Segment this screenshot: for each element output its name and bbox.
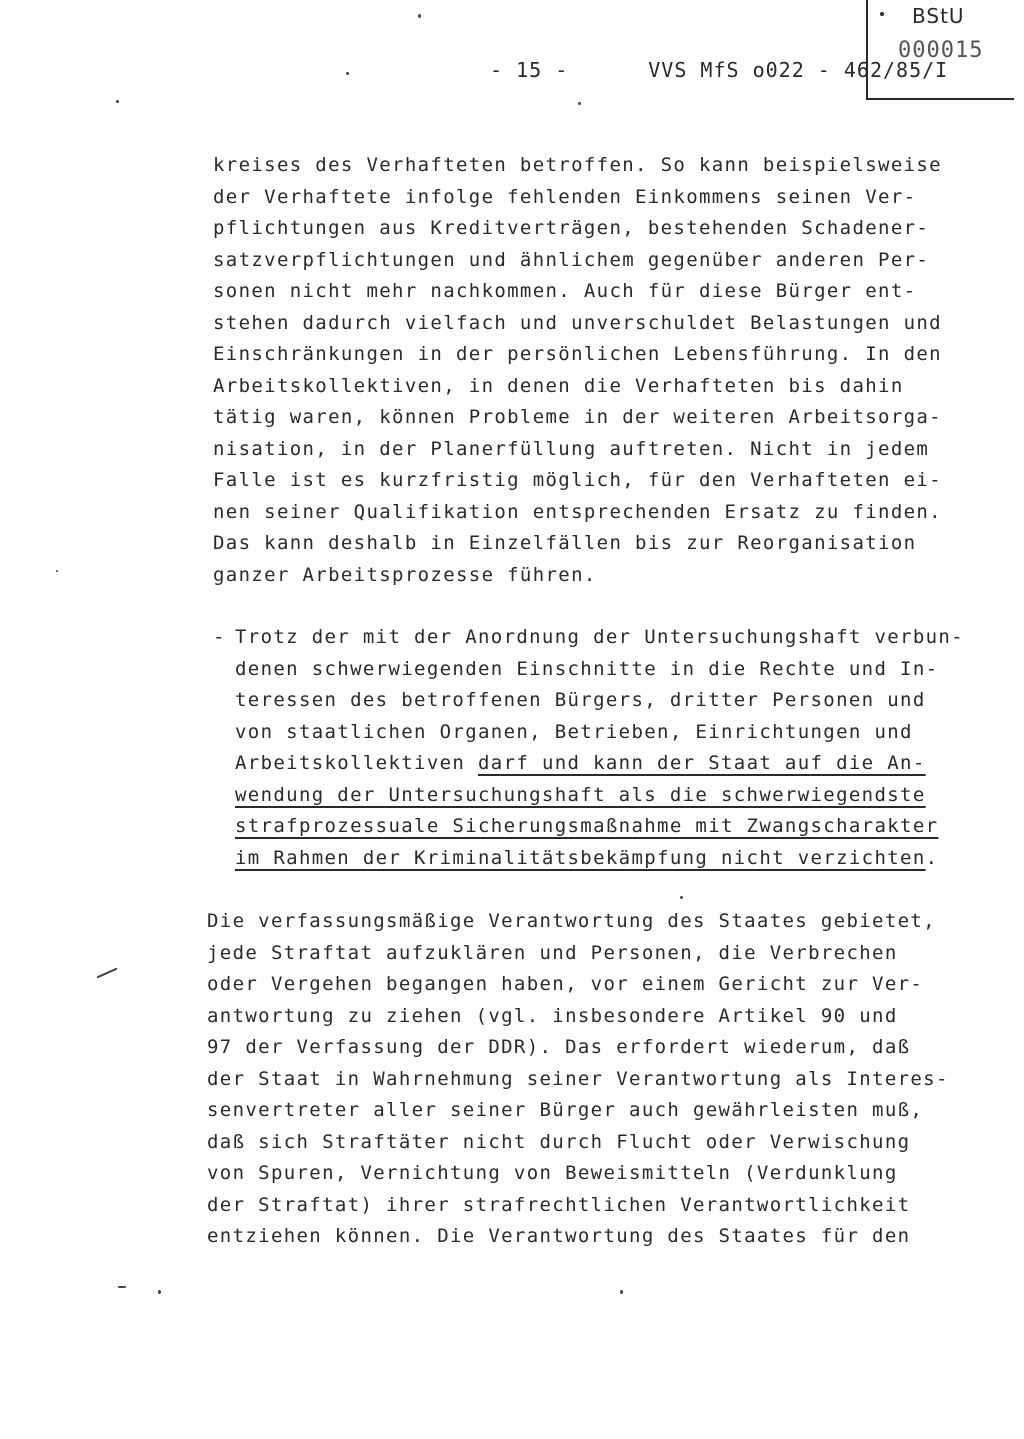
page-number: - 15 - — [490, 58, 569, 82]
text-line — [235, 748, 964, 780]
document-reference: VVS MfS o022 - 462/85/I — [648, 58, 949, 82]
period: . — [925, 846, 939, 869]
text-line: Das kann deshalb in Einzelfällen bis zur Reorganisation — [213, 532, 917, 554]
text-line: Falle ist es kurzfristig möglich, für den Verhafteten ei- — [213, 469, 942, 491]
text-line-plain: Arbeitskollektiven — [235, 752, 478, 774]
text-line: satzverpflichtungen und ähnlichem gegenüber anderen Per- — [213, 248, 930, 271]
text-line: jede Straftat aufzuklären und Personen, die Verbrechen — [207, 941, 898, 964]
text-line: Einschränkungen in der persönlichen Lebensführung. In den — [213, 343, 942, 365]
text-line: Die verfassungsmäßige Verantwortung des Staates gebietet, — [207, 910, 936, 932]
text-line: der Straftat) ihrer strafrechtlichen Verantwortlichkeit — [207, 1193, 911, 1216]
underlined-text: darf und kann der Staat auf die An- — [478, 752, 926, 774]
text-line: kreises des Verhafteten betroffen. So kann beispielsweise — [213, 154, 942, 176]
text-line: sonen nicht mehr nachkommen. Auch für diese Bürger ent- — [213, 280, 917, 302]
underlined-text: wendung der Untersuchungshaft als die schwerwiegendste — [235, 783, 926, 806]
underlined-text: im Rahmen der Kriminalitätsbekämpfung nicht verzichten — [235, 846, 926, 869]
text-line — [235, 780, 964, 812]
text-line: Arbeitskollektiven, in denen die Verhafteten bis dahin — [213, 374, 904, 397]
text-line: von Spuren, Vernichtung von Beweismitteln (Verdunklung — [207, 1162, 898, 1184]
paragraph-1 — [213, 150, 942, 591]
paragraph-2 — [207, 906, 949, 1253]
text-line: ganzer Arbeitsprozesse führen. — [213, 563, 597, 586]
text-line: tätig waren, können Probleme in der weiteren Arbeitsorga- — [213, 406, 942, 428]
scan-speck — [680, 896, 683, 899]
scan-speck — [56, 570, 58, 572]
archive-stamp — [866, 0, 1014, 100]
stamp-label: BStU — [912, 4, 965, 28]
text-line: oder Vergehen begangen haben, vor einem Gericht zur Ver- — [207, 973, 924, 995]
scan-speck — [620, 1290, 623, 1294]
scan-speck — [158, 1290, 161, 1294]
text-line — [235, 843, 964, 875]
text-line: stehen dadurch vielfach und unverschuldet Belastungen und — [213, 311, 942, 334]
scan-speck — [578, 102, 581, 105]
bullet-item — [213, 622, 964, 874]
stamp-dot — [880, 12, 884, 16]
stamp-number: 000015 — [898, 38, 984, 63]
text-line: Trotz der mit der Anordnung der Untersuchungshaft verbun- — [235, 626, 964, 648]
text-line: von staatlichen Organen, Betrieben, Einrichtungen und — [235, 720, 913, 743]
text-line: der Staat in Wahrnehmung seiner Verantwortung als Interes- — [207, 1067, 949, 1090]
underlined-text: strafprozessuale Sicherungsmaßnahme mit Zwangscharakter — [235, 815, 939, 837]
text-line: pflichtungen aus Kreditverträgen, bestehenden Schadener- — [213, 217, 930, 239]
scan-speck — [118, 1286, 126, 1288]
text-line: nisation, in der Planerfüllung auftreten. Nicht in jedem — [213, 437, 930, 460]
scan-speck — [346, 72, 349, 75]
scan-speck — [418, 14, 421, 18]
bullet-dash: - — [213, 626, 226, 648]
text-line — [235, 811, 964, 843]
text-line: teressen des betroffenen Bürgers, dritter Personen und — [235, 689, 926, 711]
text-line: der Verhaftete infolge fehlenden Einkommens seinen Ver- — [213, 185, 917, 208]
text-line: 97 der Verfassung der DDR). Das erfordert wiederum, daß — [207, 1036, 911, 1058]
text-line: daß sich Straftäter nicht durch Flucht oder Verwischung — [207, 1130, 911, 1153]
text-line: entziehen können. Die Verantwortung des Staates für den — [207, 1225, 911, 1247]
scan-speck — [97, 968, 118, 979]
text-line: senvertreter aller seiner Bürger auch gewährleisten muß, — [207, 1099, 924, 1121]
text-line: denen schwerwiegenden Einschnitte in die Rechte und In- — [235, 657, 939, 680]
text-line: antwortung zu ziehen (vgl. insbesondere Artikel 90 und — [207, 1004, 898, 1027]
scan-speck — [116, 100, 119, 103]
text-line: nen seiner Qualifikation entsprechenden Ersatz zu finden. — [213, 500, 942, 523]
